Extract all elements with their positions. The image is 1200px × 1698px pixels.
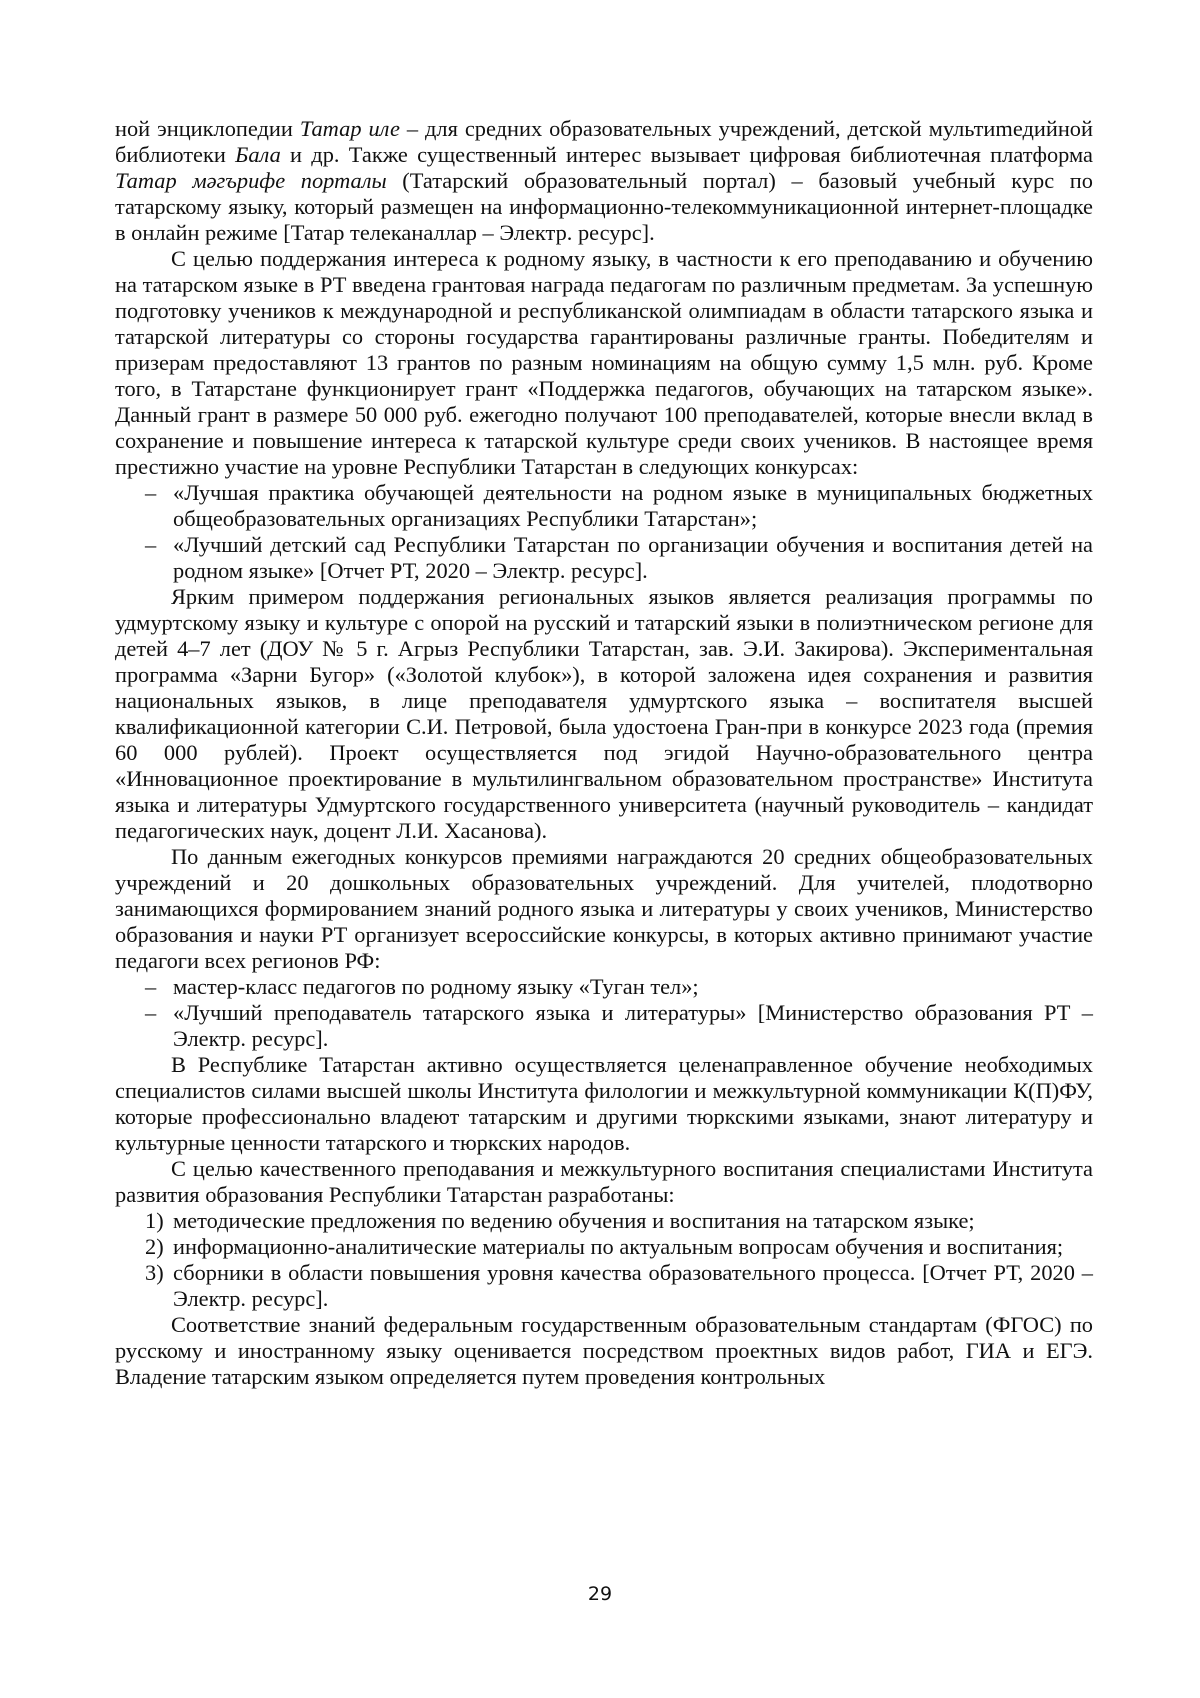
paragraph — [115, 246, 1093, 480]
list-item-text — [173, 480, 1093, 532]
text-segment: сборники в области повышения уровня качества образовательного процесса. [Отчет РТ, 2020 – Электр. ресурс]. — [173, 1260, 1093, 1311]
bullet-list-item — [115, 532, 1093, 584]
text-segment: С целью качественного преподавания и межкультурного воспитания специалистами Института развития образования Республики Татарстан разработаны: — [115, 1156, 1093, 1207]
text-segment: и др. Также существенный интерес вызывает цифровая библиотечная платформа — [280, 142, 1093, 167]
document-body — [115, 116, 1093, 1390]
paragraph — [115, 1156, 1093, 1208]
text-segment: (Татарский образовательный портал) – базовый учебный курс по татарскому языку, который размещен на информационно-телекоммуникационной интернет-площадке в онлайн режиме [Татар телеканаллар – Электр. ресурс]. — [115, 168, 1093, 245]
list-item-text — [173, 1208, 1093, 1234]
paragraph — [115, 1052, 1093, 1156]
list-item-text — [173, 974, 1093, 1000]
list-item-text — [173, 1234, 1093, 1260]
page-number: 29 — [587, 1583, 613, 1605]
list-number: 3) — [145, 1260, 164, 1285]
paragraph — [115, 1312, 1093, 1390]
list-number: 1) — [145, 1208, 164, 1233]
text-segment: В Республике Татарстан активно осуществляется целенаправленное обучение необходимых специалистов силами высшей школы Института филологии и межкультурной коммуникации К(П)ФУ, которые профессионально владеют татарским и другими тюркскими языками, знают литературу и культурные ценности татарского и тюркских народов. — [115, 1052, 1093, 1155]
paragraph — [115, 584, 1093, 844]
text-segment: информационно-аналитические материалы по актуальным вопросам обучения и воспитания; — [173, 1234, 1064, 1259]
italic-title: Татар мәгърифе порталы — [115, 168, 387, 193]
text-segment: Соответствие знаний федеральным государственным образовательным стандартам (ФГОС) по русскому и иностранному языку оценивается посредством проектных видов работ, ГИА и ЕГЭ. Владение татарским языком определяется путем проведения контрольных — [115, 1312, 1093, 1389]
bullet-list-item — [115, 974, 1093, 1000]
text-segment: «Лучший детский сад Республики Татарстан по организации обучения и воспитания детей на родном языке» [Отчет РТ, 2020 – Электр. ресурс]. — [173, 532, 1093, 583]
list-number: 2) — [145, 1234, 164, 1259]
dash-bullet: – — [145, 532, 157, 557]
text-segment: ной энциклопедии — [115, 116, 300, 141]
text-segment: методические предложения по ведению обучения и воспитания на татарском языке; — [173, 1208, 975, 1233]
bullet-list-item — [115, 480, 1093, 532]
list-item-text — [173, 1000, 1093, 1052]
text-segment: По данным ежегодных конкурсов премиями награждаются 20 средних общеобразовательных учреждений и 20 дошкольных образовательных учреждений. Для учителей, плодотворно занимающихся формированием знаний родного языка и литературы у своих учеников, Министерство образования и науки РТ организует всероссийские конкурсы, в которых активно принимают участие педагоги всех регионов РФ: — [115, 844, 1093, 973]
numbered-list-item — [115, 1208, 1093, 1234]
dash-bullet: – — [145, 480, 157, 505]
numbered-list-item — [115, 1260, 1093, 1312]
paragraph — [115, 116, 1093, 246]
dash-bullet: – — [145, 1000, 157, 1025]
numbered-list-item — [115, 1234, 1093, 1260]
italic-title: Татар иле — [299, 116, 400, 141]
italic-title: Бала — [235, 142, 281, 167]
text-segment: С целью поддержания интереса к родному языку, в частности к его преподаванию и обучению на татарском языке в РТ введена грантовая награда педагогам по различным предметам. За успешную подготовку учеников к международной и республиканской олимпиадам в области татарского языка и татарской литературы со стороны государства гарантированы различные гранты. Победителям и призерам предоставляют 13 грантов по разным номинациям на общую сумму 1,5 млн. руб. Кроме того, в Татарстане функционирует грант «Поддержка педагогов, обучающих на татарском языке». Данный грант в размере 50 000 руб. ежегодно получают 100 преподавателей, которые внесли вклад в сохранение и повышение интереса к татарской культуре среди своих учеников. В настоящее время престижно участие на уровне Республики Татарстан в следующих конкурсах: — [115, 246, 1093, 479]
text-segment: «Лучший преподаватель татарского языка и литературы» [Министерство образования РТ – Электр. ресурс]. — [173, 1000, 1093, 1051]
paragraph — [115, 844, 1093, 974]
list-item-text — [173, 532, 1093, 584]
text-segment: Ярким примером поддержания региональных языков является реализация программы по удмуртскому языку и культуре с опорой на русский и татарский языки в полиэтническом регионе для детей 4–7 лет (ДОУ № 5 г. Агрыз Республики Татарстан, зав. Э.И. Закирова). Экспериментальная программа «Зарни Бугор» («Золотой клубок»), в которой заложена идея сохранения и развития национальных языков, в лице преподавателя удмуртского языка – воспитателя высшей квалификационной категории С.И. Петровой, была удостоена Гран-при в конкурсе 2023 года (премия 60 000 рублей). Проект осуществляется под эгидой Научно-образовательного центра «Инновационное проектирование в мультилингвальном образовательном пространстве» Института языка и литературы Удмуртского государственного университета (научный руководитель – кандидат педагогических наук, доцент Л.И. Хасанова). — [115, 584, 1093, 843]
text-segment: «Лучшая практика обучающей деятельности на родном языке в муниципальных бюджетных общеобразовательных организациях Республики Татарстан»; — [173, 480, 1093, 531]
list-item-text — [173, 1260, 1093, 1312]
text-segment: – для средних образовательных учреждений, детской мультиmедийной библиотеки — [115, 116, 1093, 167]
text-segment: мастер-класс педагогов по родному языку «Туган тел»; — [173, 974, 699, 999]
dash-bullet: – — [145, 974, 157, 999]
bullet-list-item — [115, 1000, 1093, 1052]
